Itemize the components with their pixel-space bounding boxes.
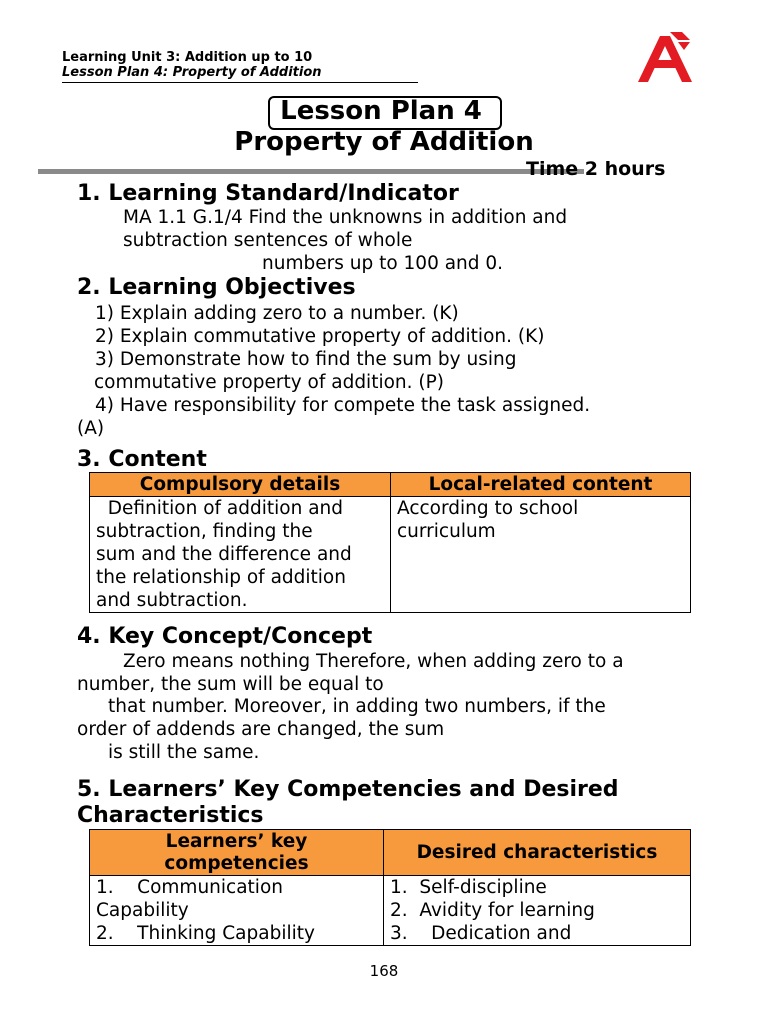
content-table [89, 472, 691, 613]
table-cell: 1. Communication Capability 2. Thinking Capability [90, 876, 384, 946]
publisher-logo-icon [634, 30, 694, 86]
standard-line: numbers up to 100 and 0. [262, 253, 504, 274]
concept-line: that number. Moreover, in adding two numbers, if the [108, 696, 606, 717]
section-3-heading: 3. Content [77, 447, 207, 472]
objective-item: 4) Have responsibility for compete the task assigned. [95, 395, 591, 416]
header-rule [62, 82, 418, 83]
table-header: Learners’ key competencies [90, 830, 384, 876]
objective-item: commutative property of addition. (P) [94, 372, 444, 393]
concept-line: is still the same. [108, 742, 260, 763]
page-number: 168 [369, 962, 399, 980]
objective-item: 2) Explain commutative property of addition. (K) [95, 326, 545, 347]
running-header-unit: Learning Unit 3: Addition up to 10 [62, 50, 313, 65]
objective-item: (A) [77, 418, 105, 439]
section-4-heading: 4. Key Concept/Concept [77, 624, 373, 649]
standard-line: MA 1.1 G.1/4 Find the unknowns in addition and [123, 207, 568, 228]
standard-line: subtraction sentences of whole [123, 230, 413, 251]
concept-line: order of addends are changed, the sum [77, 719, 445, 740]
objective-item: 3) Demonstrate how to find the sum by using [95, 349, 517, 370]
concept-line: Zero means nothing Therefore, when adding zero to a [123, 651, 624, 672]
objective-item: 1) Explain adding zero to a number. (K) [95, 303, 459, 324]
section-5-heading: 5. Learners’ Key Competencies and Desired [77, 777, 619, 802]
running-header-lesson: Lesson Plan 4: Property of Addition [62, 65, 322, 80]
table-cell: According to school curriculum [391, 497, 691, 613]
title-rule [38, 169, 584, 174]
page-title: Lesson Plan 4 [280, 96, 482, 126]
competency-table [89, 829, 691, 946]
section-5-heading-cont: Characteristics [77, 803, 264, 828]
section-2-heading: 2. Learning Objectives [77, 275, 356, 300]
table-header: Local-related content [391, 473, 691, 497]
table-cell: Definition of addition and subtraction, finding the sum and the difference and the relationship of addition and subtraction. [90, 497, 391, 613]
table-header: Compulsory details [90, 473, 391, 497]
table-header: Desired characteristics [384, 830, 691, 876]
section-1-heading: 1. Learning Standard/Indicator [77, 181, 459, 206]
page-subtitle: Property of Addition [234, 127, 534, 157]
concept-line: number, the sum will be equal to [77, 674, 384, 695]
table-cell: 1. Self-discipline 2. Avidity for learning 3. Dedication and [384, 876, 691, 946]
time-label: Time 2 hours [526, 158, 666, 180]
